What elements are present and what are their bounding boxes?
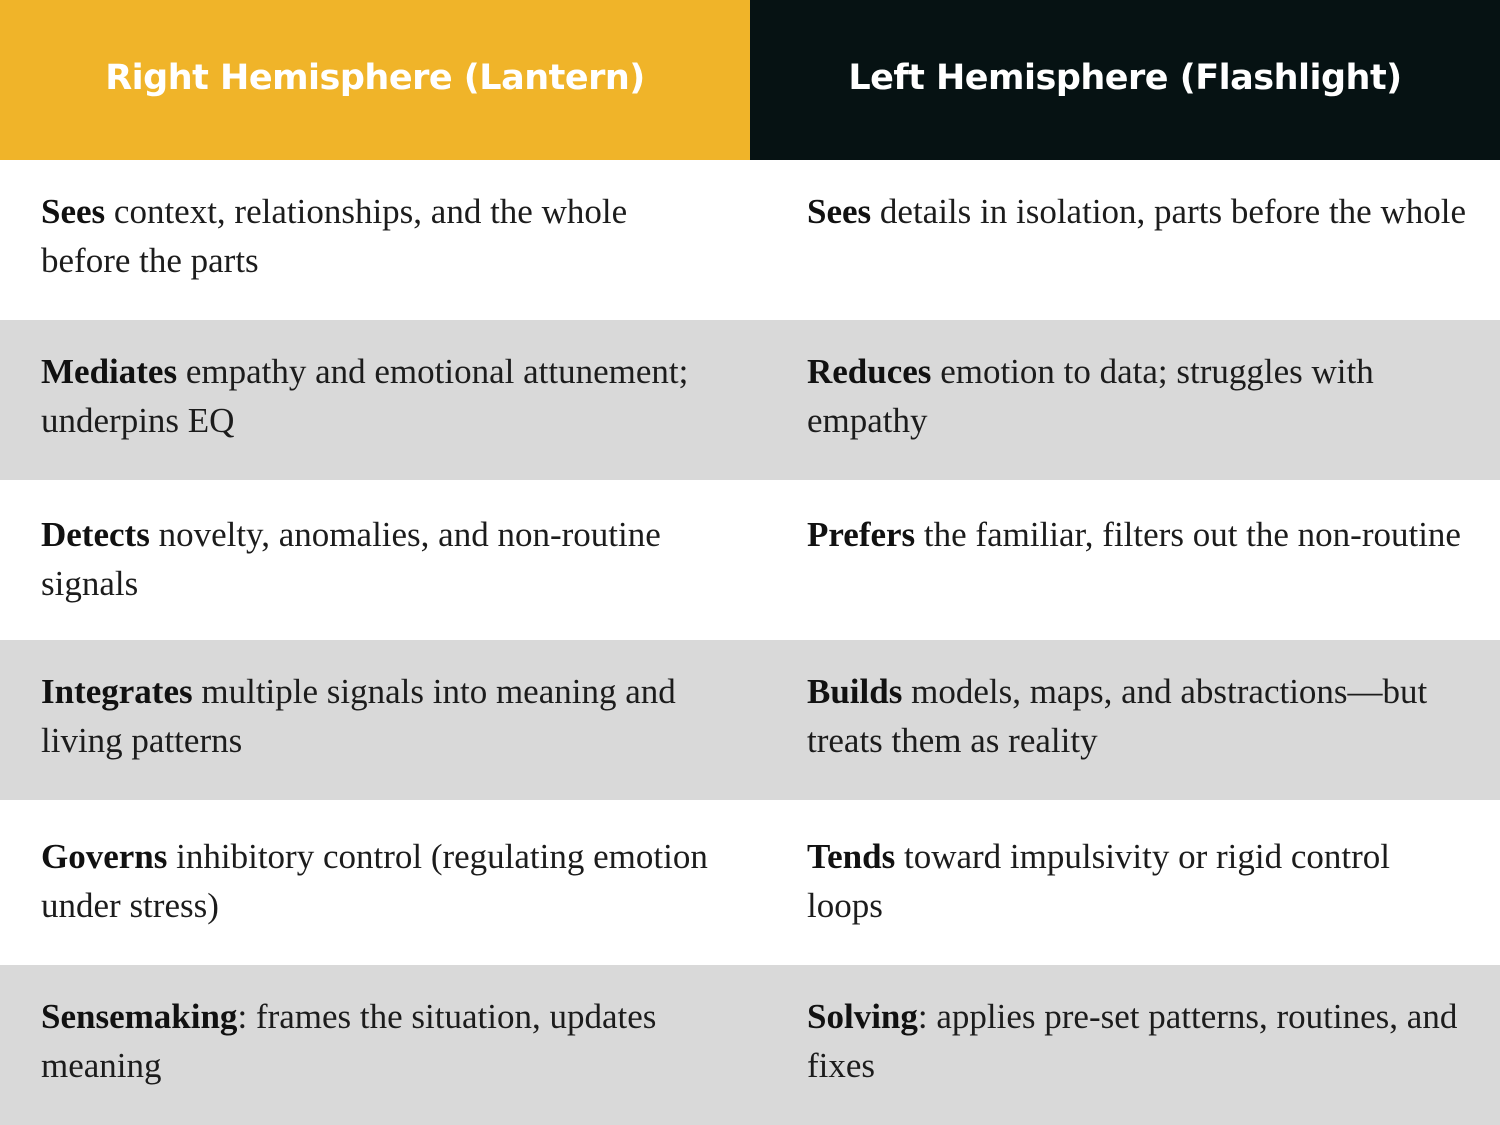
right-hemisphere-cell xyxy=(0,347,750,480)
cell-text: : frames the situation, updates meaning xyxy=(41,997,657,1085)
cell-keyword: Sensemaking xyxy=(41,997,238,1036)
cell-text: inhibitory control (regulating emotion under stress) xyxy=(41,837,708,925)
table-row xyxy=(0,640,1500,800)
left-hemisphere-cell xyxy=(750,187,1500,320)
table-row xyxy=(0,480,1500,640)
cell-keyword: Integrates xyxy=(41,672,193,711)
cell-keyword: Reduces xyxy=(807,352,932,391)
table-row xyxy=(0,160,1500,320)
cell-text: emotion to data; struggles with empathy xyxy=(807,352,1374,440)
table-row xyxy=(0,800,1500,965)
header-left-hemisphere: Left Hemisphere (Flashlight) xyxy=(750,0,1500,160)
cell-text: empathy and emotional attunement; underpins EQ xyxy=(41,352,689,440)
cell-text: novelty, anomalies, and non-routine signals xyxy=(41,515,661,603)
cell-text: toward impulsivity or rigid control loops xyxy=(807,837,1391,925)
right-hemisphere-cell xyxy=(0,667,750,800)
header-right-hemisphere: Right Hemisphere (Lantern) xyxy=(0,0,750,160)
left-hemisphere-cell xyxy=(750,510,1500,640)
cell-keyword: Mediates xyxy=(41,352,178,391)
cell-keyword: Solving xyxy=(807,997,918,1036)
left-hemisphere-cell xyxy=(750,667,1500,800)
cell-keyword: Sees xyxy=(41,192,106,231)
cell-text: models, maps, and abstractions—but treats them as reality xyxy=(807,672,1428,760)
table-row xyxy=(0,320,1500,480)
right-hemisphere-cell xyxy=(0,992,750,1125)
cell-text: details in isolation, parts before the whole xyxy=(871,192,1467,231)
cell-text: : applies pre-set patterns, routines, and fixes xyxy=(807,997,1458,1085)
right-hemisphere-cell xyxy=(0,510,750,640)
cell-keyword: Prefers xyxy=(807,515,916,554)
cell-text: the familiar, filters out the non-routine xyxy=(915,515,1461,554)
cell-keyword: Detects xyxy=(41,515,150,554)
cell-text: multiple signals into meaning and living patterns xyxy=(41,672,676,760)
left-hemisphere-cell xyxy=(750,347,1500,480)
cell-keyword: Tends xyxy=(807,837,896,876)
cell-keyword: Governs xyxy=(41,837,168,876)
cell-keyword: Sees xyxy=(807,192,872,231)
cell-text: context, relationships, and the whole before the parts xyxy=(41,192,628,280)
right-hemisphere-cell xyxy=(0,832,750,965)
left-hemisphere-cell xyxy=(750,832,1500,965)
left-hemisphere-cell xyxy=(750,992,1500,1125)
table-header xyxy=(0,0,1500,160)
table-row xyxy=(0,965,1500,1125)
right-hemisphere-cell xyxy=(0,187,750,320)
cell-keyword: Builds xyxy=(807,672,903,711)
